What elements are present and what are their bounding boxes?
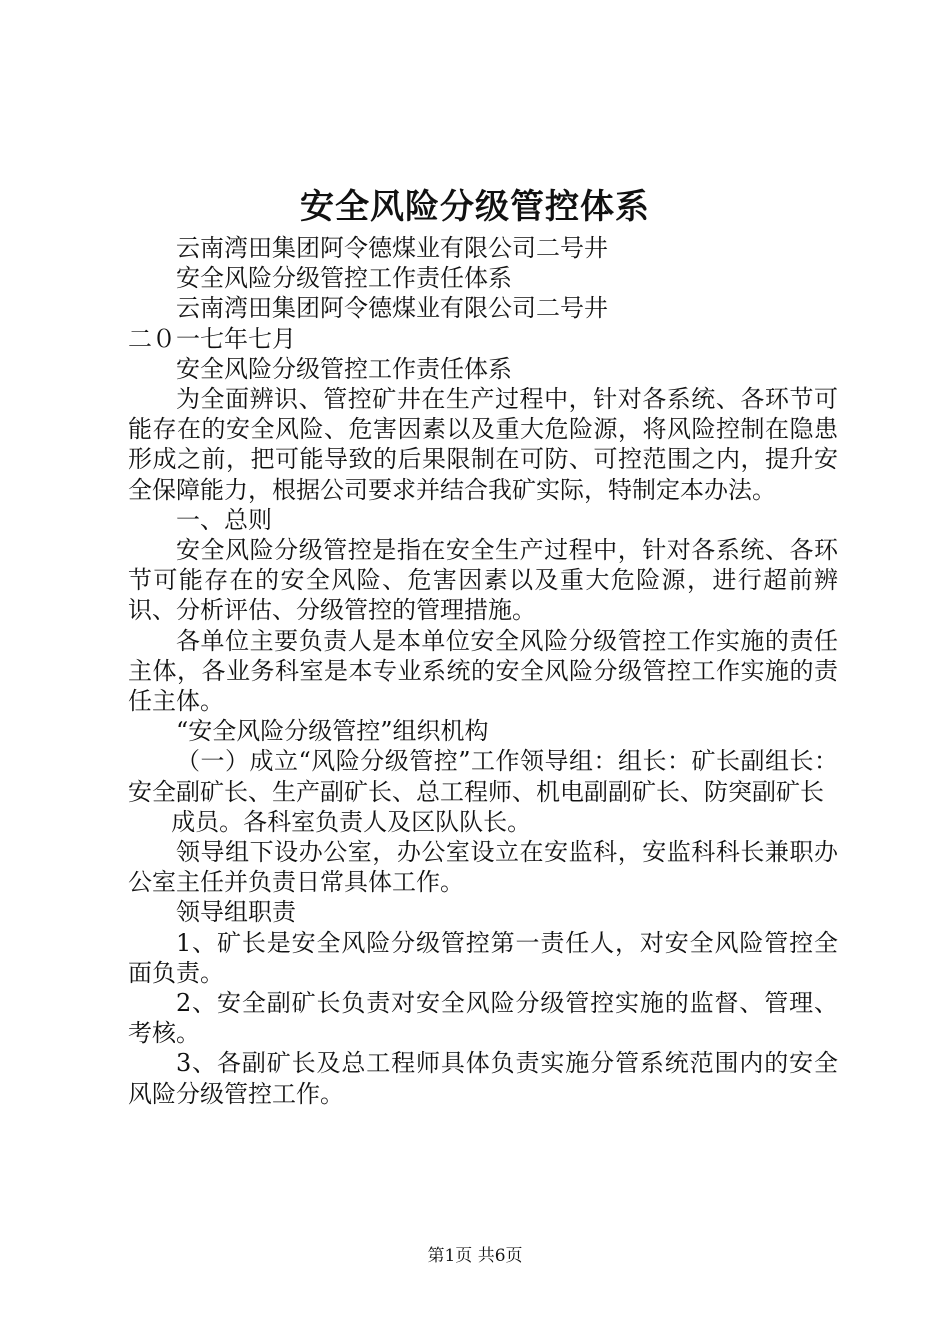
paragraph-duty-2: 2、安全副矿长负责对安全风险分级管控实施的监督、管理、考核。 — [128, 989, 838, 1048]
document-body — [128, 233, 838, 1109]
paragraph-subtitle-repeat: 安全风险分级管控工作责任体系 — [176, 354, 512, 383]
paragraph-intro: 为全面辨识、管控矿井在生产过程中，针对各系统、各环节可能存在的安全风险、危害因素以及重大危险源，将风险控制在隐患形成之前，把可能导致的后果限制在可防、可控范围之内，提升安全保障能力，根据公司要求并结合我矿实际，特制定本办法。 — [128, 385, 838, 504]
paragraph-office: 领导组下设办公室，办公室设立在安监科，安监科科长兼职办公室主任并负责日常具体工作。 — [128, 838, 838, 897]
paragraph-members: 成员。各科室负责人及区队队长。 — [171, 807, 532, 836]
paragraph-responsibility-subject: 各单位主要负责人是本单位安全风险分级管控工作实施的责任主体，各业务科室是本专业系统的安全风险分级管控工作实施的责任主体。 — [128, 626, 838, 716]
paragraph-duty-3: 3、各副矿长及总工程师具体负责实施分管系统范围内的安全风险分级管控工作。 — [128, 1049, 838, 1108]
paragraph-date: 二０一七年七月 — [128, 324, 296, 353]
document-title: 安全风险分级管控体系 — [300, 187, 650, 227]
heading-general-rules: 一、总则 — [176, 505, 272, 534]
page-footer: 第1页 共6页 — [427, 1246, 523, 1266]
paragraph-company-name-repeat: 云南湾田集团阿令德煤业有限公司二号井 — [176, 294, 608, 323]
paragraph-duty-1: 1、矿长是安全风险分级管控第一责任人，对安全风险管控全面负责。 — [128, 928, 838, 987]
paragraph-subtitle: 安全风险分级管控工作责任体系 — [176, 264, 512, 293]
paragraph-company-name: 云南湾田集团阿令德煤业有限公司二号井 — [176, 234, 608, 262]
heading-leadership-duties: 领导组职责 — [176, 898, 296, 927]
paragraph-leadership-group: （一）成立“风险分级管控”工作领导组：组长：矿长副组长：安全副矿长、生产副矿长、总工程师、机电副副矿长、防突副矿长 — [128, 747, 838, 806]
heading-organization: “安全风险分级管控”组织机构 — [176, 717, 489, 746]
paragraph-definition: 安全风险分级管控是指在安全生产过程中，针对各系统、各环节可能存在的安全风险、危害因素以及重大危险源，进行超前辨识、分析评估、分级管控的管理措施。 — [128, 536, 838, 625]
